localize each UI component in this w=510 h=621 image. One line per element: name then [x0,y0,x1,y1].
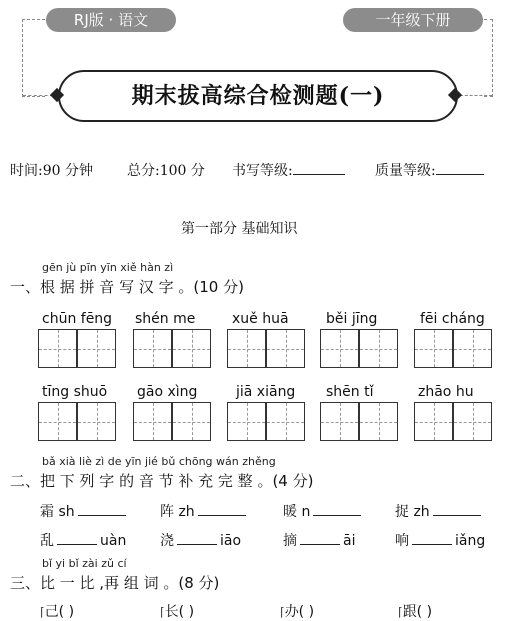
q2-r1-item-4: 捉 zh [395,501,481,521]
bracket-icon: ⌈ [280,605,285,619]
left-connector [22,19,45,97]
q1-r2-box[interactable] [414,402,453,441]
q2-r2-item-3: 摘 āi [283,533,356,549]
part1-title: 第一部分 基础知识 [181,221,298,237]
bracket-icon: ⌈ [398,605,403,619]
q3-item-1[interactable]: ⌈己( ) [40,604,75,620]
q2-r2-item-4: 响 iǎng [395,533,486,549]
q1-r2-box[interactable] [38,402,77,441]
q1-r2-box[interactable] [453,402,492,441]
quality-grade-blank[interactable] [436,174,484,175]
answer-blank[interactable] [433,515,481,516]
q1-r1-box[interactable] [172,329,211,368]
q1-r1-py-3: xuě huā [232,311,289,327]
q1-r1-py-4: běi jīng [326,311,378,327]
time-info: 时间:90 分钟 [10,163,93,179]
subject-tag: RJ版 · 语文 [46,8,176,32]
q1-r2-box[interactable] [77,402,116,441]
q2-r2-item-2: 浇 iāo [160,533,242,549]
q1-r1-box[interactable] [227,329,266,368]
q3-pinyin: bǐ yi bǐ zài zǔ cí [42,557,127,570]
q1-r1-box[interactable] [38,329,77,368]
q3-item-4[interactable]: ⌈跟( ) [398,604,433,620]
q1-r1-box[interactable] [359,329,398,368]
q1-r1-box[interactable] [414,329,453,368]
answer-blank[interactable] [300,544,340,545]
q1-r2-py-3: jiā xiāng [236,384,296,400]
quality-grade: 质量等级: [375,160,484,180]
q1-pinyin: gēn jù pīn yīn xiě hàn zì [42,261,174,274]
grade-tag: 一年级下册 [343,8,483,32]
q3-item-3[interactable]: ⌈办( ) [280,604,315,620]
score-info: 总分:100 分 [127,163,205,179]
q1-r2-box[interactable] [320,402,359,441]
answer-blank[interactable] [198,515,246,516]
answer-blank[interactable] [412,544,452,545]
right-connector-line [460,95,492,96]
q1-r1-box[interactable] [133,329,172,368]
q1-r1-box[interactable] [266,329,305,368]
writing-grade-blank[interactable] [293,174,345,175]
q1-r2-box[interactable] [172,402,211,441]
q1-r1-box[interactable] [320,329,359,368]
q3-heading: 三、比 一 比 ,再 组 词 。(8 分) [10,574,220,592]
q1-r2-py-2: gāo xìng [137,384,198,400]
q2-heading: 二、把 下 列 字 的 音 节 补 充 完 整 。(4 分) [10,472,314,490]
q1-r1-py-1: chūn fēng [42,311,113,327]
answer-blank[interactable] [78,515,126,516]
right-connector [484,19,493,97]
q1-r1-py-2: shén me [135,311,196,327]
q3-item-2[interactable]: ⌈长( ) [160,604,195,620]
bracket-icon: ⌈ [160,605,165,619]
q1-r2-box[interactable] [227,402,266,441]
q1-r2-py-5: zhāo hu [418,384,474,400]
q1-r1-box[interactable] [77,329,116,368]
bracket-icon: ⌈ [40,605,45,619]
answer-blank[interactable] [313,515,361,516]
q1-r2-box[interactable] [359,402,398,441]
q2-r1-item-2: 阵 zh [160,501,246,521]
q1-r2-box[interactable] [133,402,172,441]
q2-r1-item-3: 暖 n [283,501,361,521]
left-connector-line [23,95,53,96]
q1-heading: 一、根 据 拼 音 写 汉 字 。(10 分) [10,278,244,296]
q1-r2-box[interactable] [266,402,305,441]
q2-r1-item-1: 霜 sh [40,501,126,521]
exam-title: 期末拔高综合检测题(一) [58,70,458,122]
q2-pinyin: bǎ xià liè zì de yīn jié bǔ chōng wán zhěng [42,455,276,468]
answer-blank[interactable] [177,544,217,545]
q2-r2-item-1: 乱 uàn [40,533,127,549]
writing-grade: 书写等级: [232,160,345,180]
q1-r2-py-1: tīng shuō [42,384,108,400]
q1-r1-py-5: fēi cháng [420,311,485,327]
q1-r2-py-4: shēn tǐ [326,384,374,400]
q1-r1-box[interactable] [453,329,492,368]
answer-blank[interactable] [57,544,97,545]
